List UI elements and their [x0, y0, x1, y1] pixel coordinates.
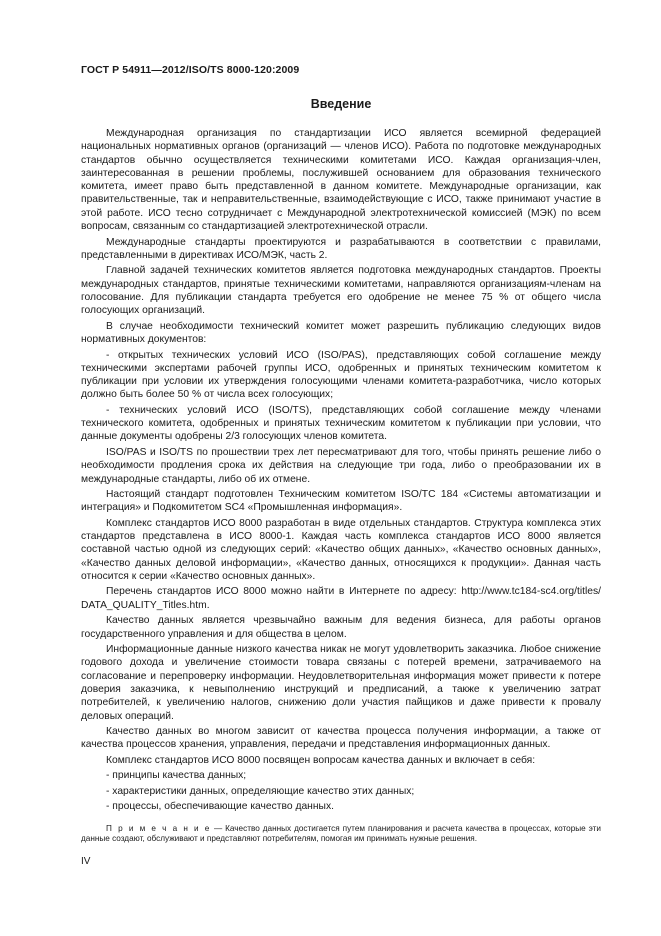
list-item: - открытых технических условий ИСО (ISO/PAS), представляющих собой соглашение между техническими экспертами рабочей группы ИСО, одобренных и принятых техническим комитетом к публикации при условии их утверждения голосующими членами комитета-разработчика, число которых должно быть более 50 % от числа всех голосующих; — [81, 349, 601, 401]
document-header: ГОСТ Р 54911—2012/ISO/TS 8000-120:2009 — [81, 64, 300, 76]
paragraph: Главной задачей технических комитетов является подготовка международных стандартов. Проекты международных стандартов, принятые техническими комитетами, направляются организациям-членам на голосование. Для публикации стандарта требуется его одобрение не менее 75 % от общего числа голосующих организаций. — [81, 265, 601, 317]
section-title: Введение — [310, 97, 372, 111]
paragraph: Настоящий стандарт подготовлен Техническим комитетом ISO/TC 184 «Системы автоматизации и интеграция» и Подкомитетом SC4 «Промышленная информация». — [81, 489, 601, 514]
list-item: - процессы, обеспечивающие качество данных. — [106, 801, 334, 813]
paragraph: Комплекс стандартов ИСО 8000 разработан в виде отдельных стандартов. Структура комплекса этих стандартов представлена в ИСО 8000-1. Каждая часть комплекса стандартов ИСО 8000 является составной частью одной из следующих серий: «Качество общих данных», «Качество основных данных», «Качество данных деловой информации», «Качество данных, относящихся к продукции». Данная часть относится к серии «Качество основных данных». — [81, 517, 601, 582]
list-item: - характеристики данных, определяющие качество этих данных; — [106, 785, 415, 797]
list-item: - технических условий ИСО (ISO/TS), представляющих собой соглашение между членами технического комитета, одобренных и принятых техническим комитетом к публикации при условии, что данные документы одобрены 2/3 голосующих членов комитета. — [81, 404, 601, 443]
note — [81, 824, 601, 845]
page-number: IV — [81, 856, 91, 867]
paragraph: Международные стандарты проектируются и разрабатываются в соответствии с правилами, представленными в директивах ИСО/МЭК, часть 2. — [81, 236, 601, 261]
paragraph: ISO/PAS и ISO/TS по прошествии трех лет пересматривают для того, чтобы принять решение либо о необходимости продления срока их действия на следующие три года, либо о преобразовании их в международные стандарты, либо об их отмене. — [81, 446, 601, 485]
paragraph: Международная организация по стандартизации ИСО является всемирной федерацией национальных нормативных органов (организаций — членов ИСО). Работа по подготовке международных стандартов обычно осуществляется техническими комитетами ИСО. Каждая организация-член, заинтересованная в решении проблемы, послужившей основанием для образования технического комитета, имеет право быть представленной в данном комитете. Международные организации, как правительственные, так и неправительственные, взаимодействующие с ИСО, также принимают участие в этой работе. ИСО тесно сотрудничает с Международной электротехнической комиссией (МЭК) по всем вопросам, связанным со стандартизацией электротехнической отрасли. — [81, 128, 601, 233]
paragraph: В случае необходимости технический комитет может разрешить публикацию следующих видов нормативных документов: — [81, 320, 601, 346]
paragraph: Перечень стандартов ИСО 8000 можно найти в Интернете по адресу: http://www.tc184-sc4.org/titles/ DATA_QUALITY_Titles.htm. — [81, 586, 601, 611]
list-item: - принципы качества данных; — [106, 770, 247, 782]
note-label: П р и м е ч а н и е — [106, 823, 211, 833]
note-text: — Качество данных достигается путем планирования и расчета качества в процессах, которые эти данные создают, обслуживают и представляют потребителям, помогая им принимать нужные решения. — [81, 823, 601, 844]
document-body — [81, 127, 601, 845]
paragraph: Качество данных во многом зависит от качества процесса получения информации, а также от качества процессов хранения, управления, передачи и представления информационных данных. — [81, 726, 601, 751]
paragraph: Комплекс стандартов ИСО 8000 посвящен вопросам качества данных и включает в себя: — [106, 754, 536, 766]
paragraph: Качество данных является чрезвычайно важным для ведения бизнеса, для работы органов государственного управления и для общества в целом. — [81, 615, 601, 640]
paragraph: Информационные данные низкого качества никак не могут удовлетворить заказчика. Любое снижение годового дохода и увеличение стоимости товара связаны с потерей времени, затрачиваемого на согласование и перепроверку информации. Неудовлетворительная информация может привести к потере доверия заказчика, к невыполнению инструкций и предписаний, а также к увеличению затрат потребителей, к увеличению налогов, снижению доли участия пайщиков и даже привести к провалу деловых операций. — [81, 644, 601, 722]
